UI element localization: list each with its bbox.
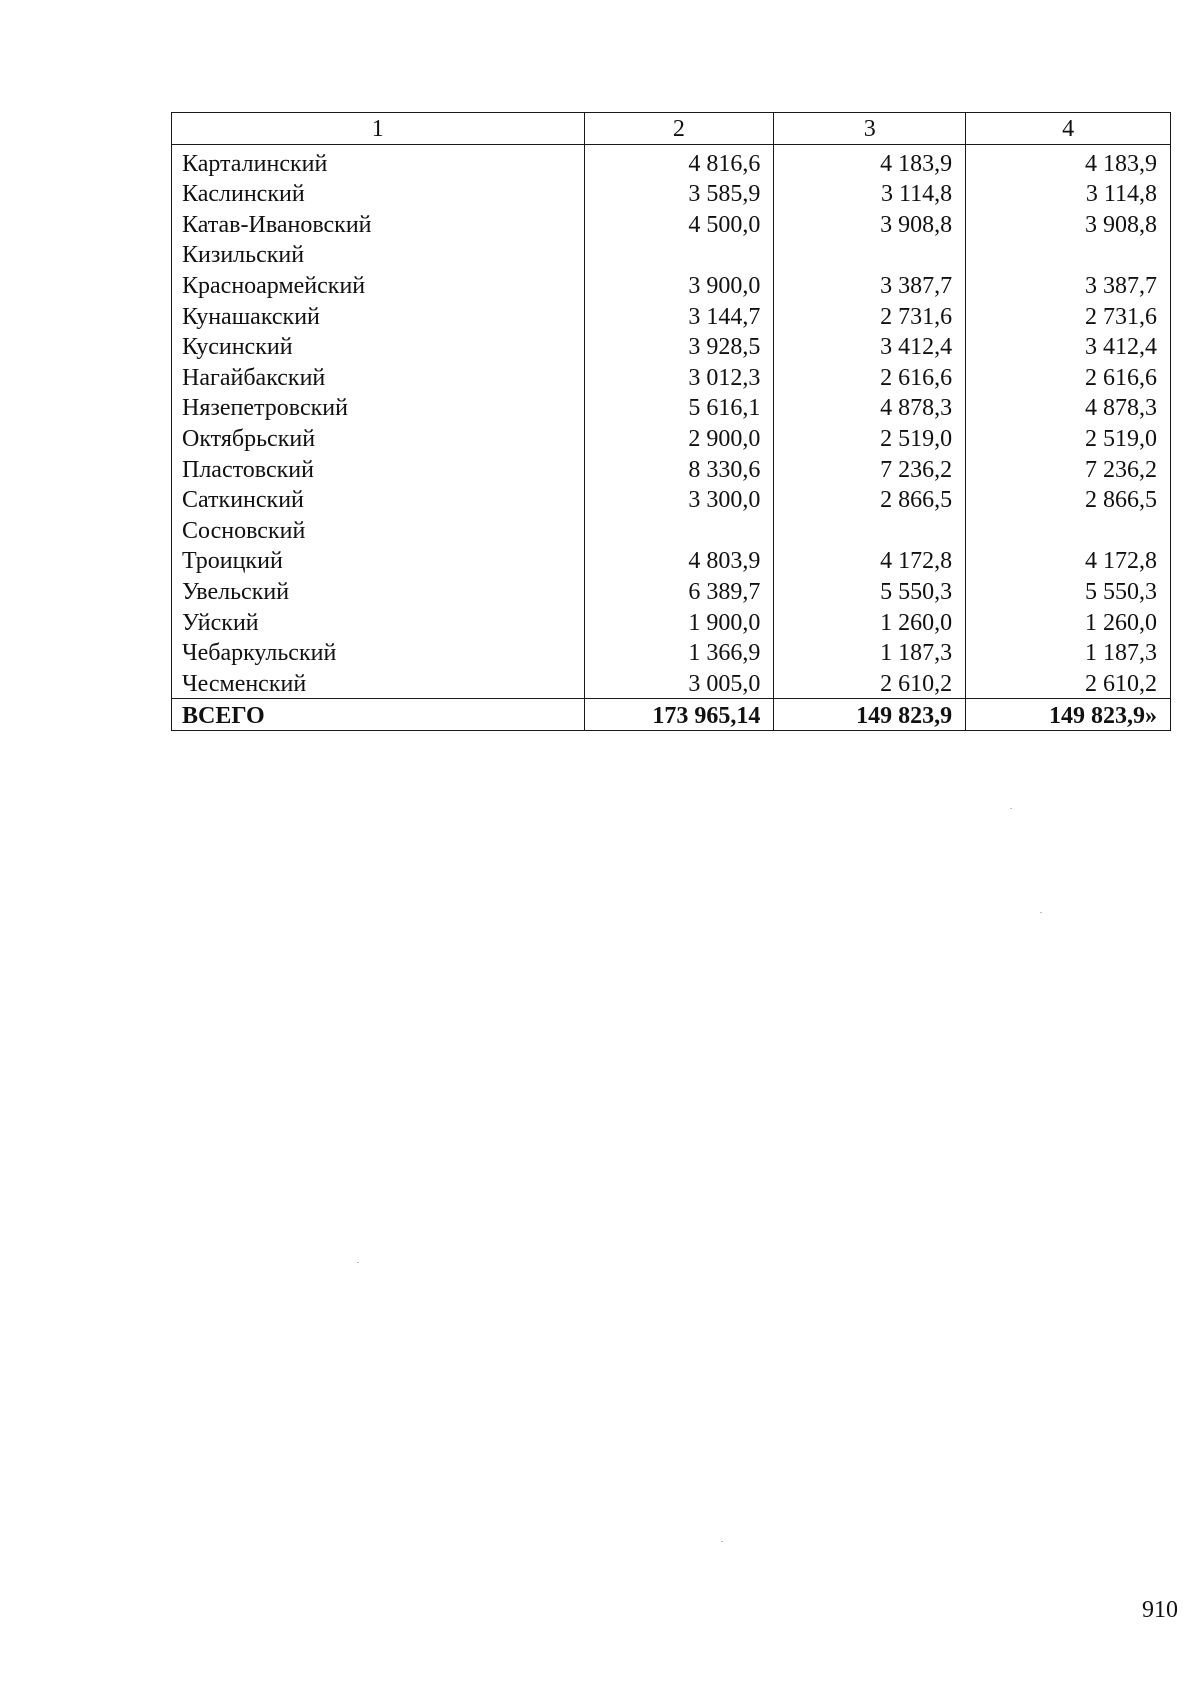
district-name: Чесменский: [172, 667, 585, 698]
district-name: Саткинский: [172, 484, 585, 515]
column-header-4: 4: [966, 113, 1171, 145]
value-col-2: [584, 239, 774, 270]
value-col-2: 1 366,9: [584, 637, 774, 668]
column-header-1: 1: [172, 113, 585, 145]
value-col-2: 4 500,0: [584, 208, 774, 239]
column-header-3: 3: [774, 113, 966, 145]
scan-speck: [721, 1541, 723, 1542]
total-label: ВСЕГО: [172, 698, 585, 730]
scan-speck: [1040, 912, 1042, 913]
table-row: [172, 637, 1171, 668]
value-col-4: 1 260,0: [966, 606, 1171, 637]
value-col-2: 3 585,9: [584, 178, 774, 209]
table-row: [172, 606, 1171, 637]
table-body: [172, 145, 1171, 731]
table-row: [172, 392, 1171, 423]
value-col-3: [774, 514, 966, 545]
value-col-2: 3 300,0: [584, 484, 774, 515]
scan-speck: [1010, 808, 1012, 809]
value-col-3: 2 731,6: [774, 300, 966, 331]
district-name: Пластовский: [172, 453, 585, 484]
value-col-2: 3 928,5: [584, 331, 774, 362]
value-col-3: 7 236,2: [774, 453, 966, 484]
value-col-2: 3 144,7: [584, 300, 774, 331]
table-row: [172, 453, 1171, 484]
value-col-4: [966, 514, 1171, 545]
table-row: [172, 178, 1171, 209]
value-col-4: 3 387,7: [966, 269, 1171, 300]
table-row: [172, 575, 1171, 606]
value-col-4: 1 187,3: [966, 637, 1171, 668]
value-col-4: 2 610,2: [966, 667, 1171, 698]
value-col-3: 2 616,6: [774, 361, 966, 392]
district-name: Карталинский: [172, 145, 585, 178]
value-col-4: 5 550,3: [966, 575, 1171, 606]
value-col-2: 4 816,6: [584, 145, 774, 178]
table-row: [172, 208, 1171, 239]
table-row: [172, 239, 1171, 270]
table-row: [172, 484, 1171, 515]
value-col-4: 4 172,8: [966, 545, 1171, 576]
district-name: Каслинский: [172, 178, 585, 209]
value-col-2: 2 900,0: [584, 422, 774, 453]
value-col-3: 2 519,0: [774, 422, 966, 453]
value-col-3: 1 260,0: [774, 606, 966, 637]
district-name: Уйский: [172, 606, 585, 637]
district-name: Увельский: [172, 575, 585, 606]
district-name: Нагайбакский: [172, 361, 585, 392]
value-col-3: 4 183,9: [774, 145, 966, 178]
table-row: [172, 300, 1171, 331]
value-col-3: [774, 239, 966, 270]
value-col-3: 3 387,7: [774, 269, 966, 300]
total-col-3: 149 823,9: [774, 698, 966, 730]
table-row: [172, 545, 1171, 576]
table-row: [172, 269, 1171, 300]
page-number: 910: [1142, 1597, 1178, 1623]
district-name: Октябрьский: [172, 422, 585, 453]
value-col-3: 2 610,2: [774, 667, 966, 698]
value-col-2: 4 803,9: [584, 545, 774, 576]
district-name: Чебаркульский: [172, 637, 585, 668]
district-name: Красноармейский: [172, 269, 585, 300]
value-col-4: 3 412,4: [966, 331, 1171, 362]
value-col-3: 3 114,8: [774, 178, 966, 209]
district-name: Кусинский: [172, 331, 585, 362]
district-name: Кунашакский: [172, 300, 585, 331]
table-header-row: [172, 113, 1171, 145]
district-name: Нязепетровский: [172, 392, 585, 423]
value-col-4: 3 908,8: [966, 208, 1171, 239]
total-row: [172, 698, 1171, 730]
value-col-3: 4 172,8: [774, 545, 966, 576]
value-col-3: 1 187,3: [774, 637, 966, 668]
value-col-2: 3 012,3: [584, 361, 774, 392]
value-col-2: 5 616,1: [584, 392, 774, 423]
value-col-4: 2 866,5: [966, 484, 1171, 515]
value-col-4: 2 519,0: [966, 422, 1171, 453]
value-col-2: [584, 514, 774, 545]
column-header-2: 2: [584, 113, 774, 145]
data-table: [171, 112, 1171, 731]
value-col-4: 2 731,6: [966, 300, 1171, 331]
table-row: [172, 361, 1171, 392]
value-col-3: 4 878,3: [774, 392, 966, 423]
table-row: [172, 422, 1171, 453]
value-col-3: 2 866,5: [774, 484, 966, 515]
value-col-3: 3 412,4: [774, 331, 966, 362]
value-col-2: 8 330,6: [584, 453, 774, 484]
table-row: [172, 514, 1171, 545]
value-col-4: 7 236,2: [966, 453, 1171, 484]
value-col-3: 3 908,8: [774, 208, 966, 239]
value-col-4: 2 616,6: [966, 361, 1171, 392]
total-col-2: 173 965,14: [584, 698, 774, 730]
district-name: Кизильский: [172, 239, 585, 270]
value-col-4: 4 183,9: [966, 145, 1171, 178]
district-name: Троицкий: [172, 545, 585, 576]
value-col-4: 3 114,8: [966, 178, 1171, 209]
table-row: [172, 145, 1171, 178]
total-col-4: 149 823,9»: [966, 698, 1171, 730]
scan-speck: [357, 1262, 359, 1263]
value-col-4: 4 878,3: [966, 392, 1171, 423]
table-row: [172, 331, 1171, 362]
value-col-2: 6 389,7: [584, 575, 774, 606]
value-col-2: 1 900,0: [584, 606, 774, 637]
value-col-2: 3 005,0: [584, 667, 774, 698]
value-col-2: 3 900,0: [584, 269, 774, 300]
value-col-4: [966, 239, 1171, 270]
value-col-3: 5 550,3: [774, 575, 966, 606]
table-row: [172, 667, 1171, 698]
district-name: Катав-Ивановский: [172, 208, 585, 239]
district-name: Сосновский: [172, 514, 585, 545]
